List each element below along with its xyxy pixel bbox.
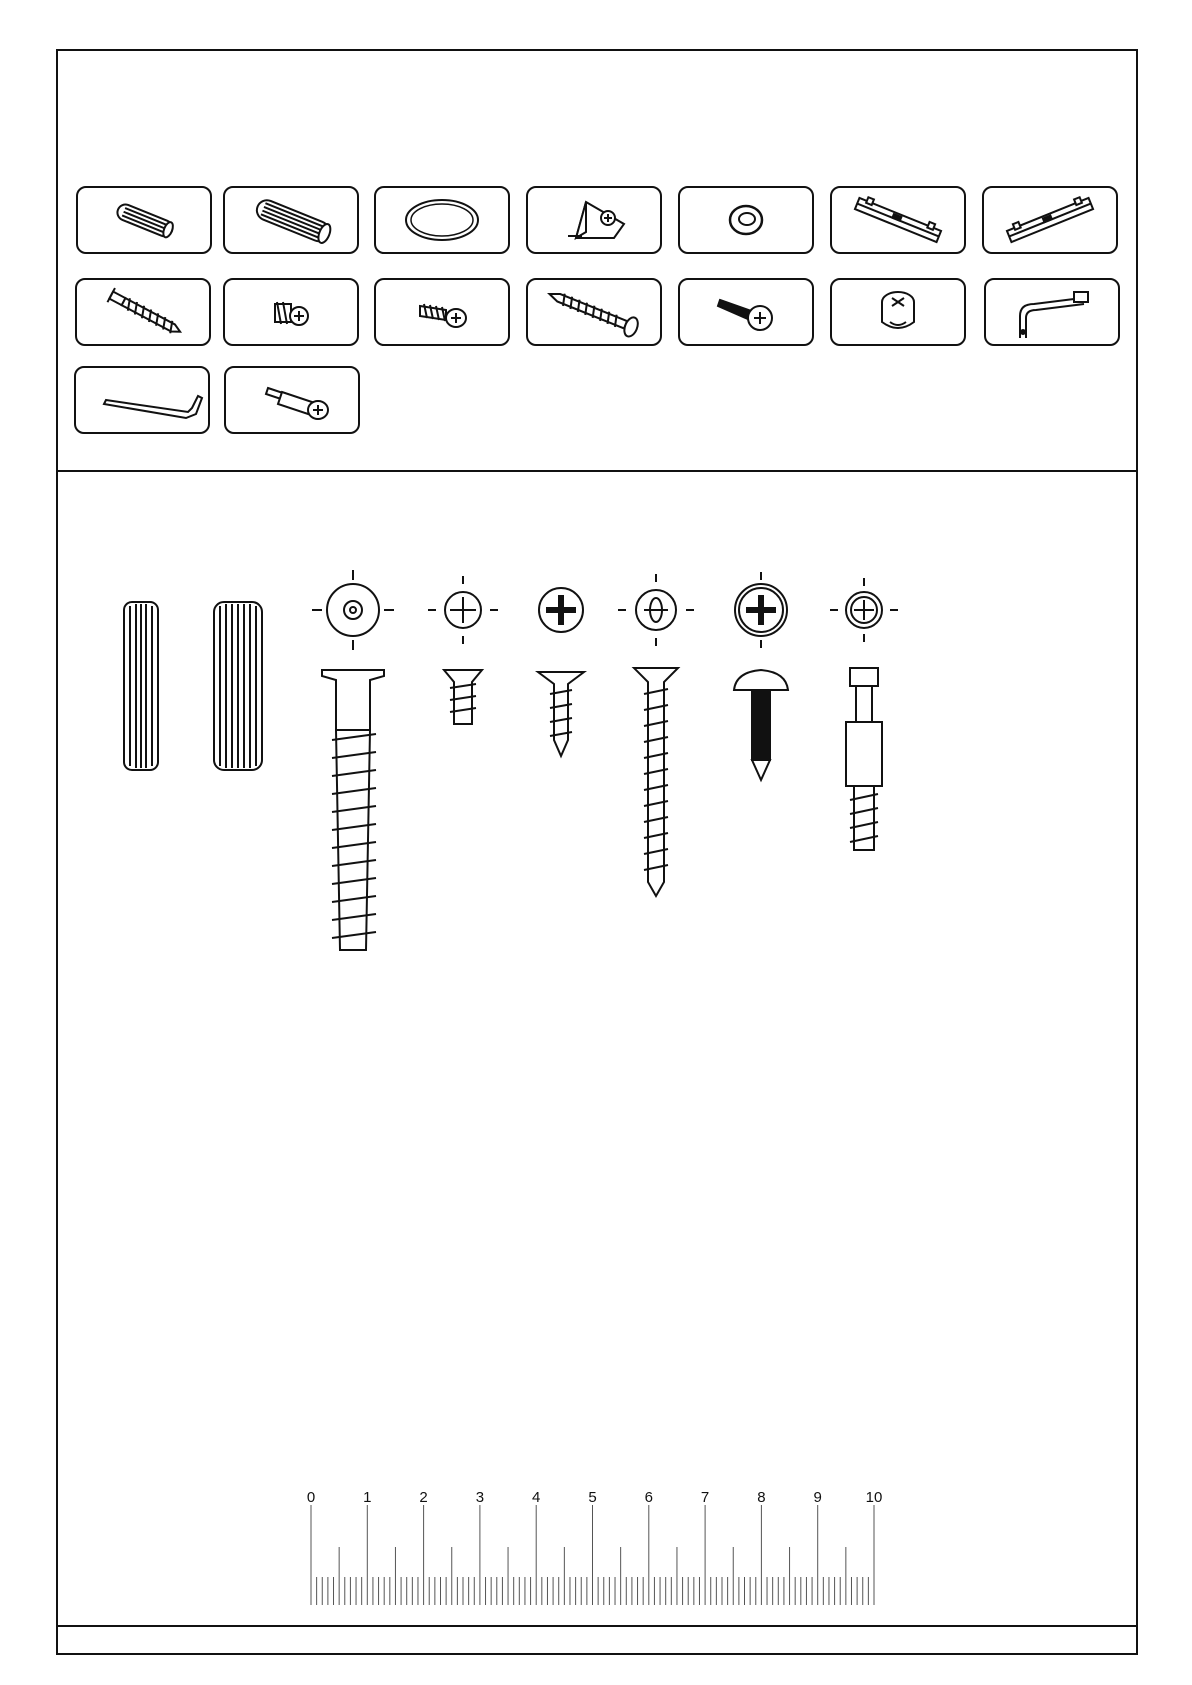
wood-screw-long-icon (528, 280, 660, 344)
part-tile-cam-bolt (224, 366, 360, 434)
part-tile-dowel-short (76, 186, 212, 254)
part-tile-cam-lock (830, 278, 966, 346)
dowel-short-icon (78, 188, 210, 252)
part-tile-runner-left (830, 186, 966, 254)
part-tile-pan-head-screw (678, 278, 814, 346)
short-screw-drawing (428, 576, 498, 724)
ruler-label: 3 (475, 1490, 485, 1506)
part-tile-short-screw (223, 278, 359, 346)
part-tile-countersunk-screw (374, 278, 510, 346)
cam-bolt-icon (226, 368, 358, 432)
drawer-runner-right-icon (984, 188, 1116, 252)
measurement-ruler (300, 1490, 900, 1610)
cam-bolt-drawing (830, 578, 898, 850)
part-tile-allen-key (74, 366, 210, 434)
corner-block-icon (528, 188, 660, 252)
ruler-label: 7 (700, 1490, 710, 1506)
ruler-label: 2 (419, 1490, 428, 1506)
drawer-runner-left-icon (832, 188, 964, 252)
bracket-strap-icon (986, 280, 1118, 344)
pan-head-screw-drawing (734, 572, 788, 780)
short-screw-icon (225, 280, 357, 344)
wood-screw-drawing (618, 574, 694, 896)
part-tile-wood-screw-long (526, 278, 662, 346)
part-tile-corner-block (526, 186, 662, 254)
dowel-long-drawing (214, 602, 262, 770)
part-tile-long-screw (75, 278, 211, 346)
cam-lock-icon (832, 280, 964, 344)
confirmat-screw-drawing (312, 570, 394, 950)
allen-key-icon (76, 368, 208, 432)
ruler-label: 0 (306, 1490, 316, 1506)
countersunk-screw-drawing (538, 588, 584, 756)
pan-head-screw-icon (680, 280, 812, 344)
ruler-label: 9 (813, 1490, 822, 1506)
dowel-short-drawing (124, 602, 158, 770)
part-tile-oval-pad (374, 186, 510, 254)
ruler-label: 6 (644, 1490, 653, 1506)
washer-icon (680, 188, 812, 252)
long-screw-icon (77, 280, 209, 344)
dowel-long-icon (225, 188, 357, 252)
part-tile-dowel-long (223, 186, 359, 254)
ruler-label: 10 (865, 1490, 883, 1506)
ruler-label: 5 (588, 1490, 597, 1506)
oval-pad-icon (376, 188, 508, 252)
ruler-label: 8 (757, 1490, 766, 1506)
hardware-scale-drawings (100, 570, 920, 960)
part-tile-runner-right (982, 186, 1118, 254)
ruler-label: 1 (363, 1490, 372, 1506)
part-tile-washer (678, 186, 814, 254)
footer-bar (58, 1627, 1136, 1653)
part-tile-bracket-strap (984, 278, 1120, 346)
ruler-label: 4 (532, 1490, 541, 1506)
section-divider (56, 470, 1138, 472)
countersunk-screw-icon (376, 280, 508, 344)
